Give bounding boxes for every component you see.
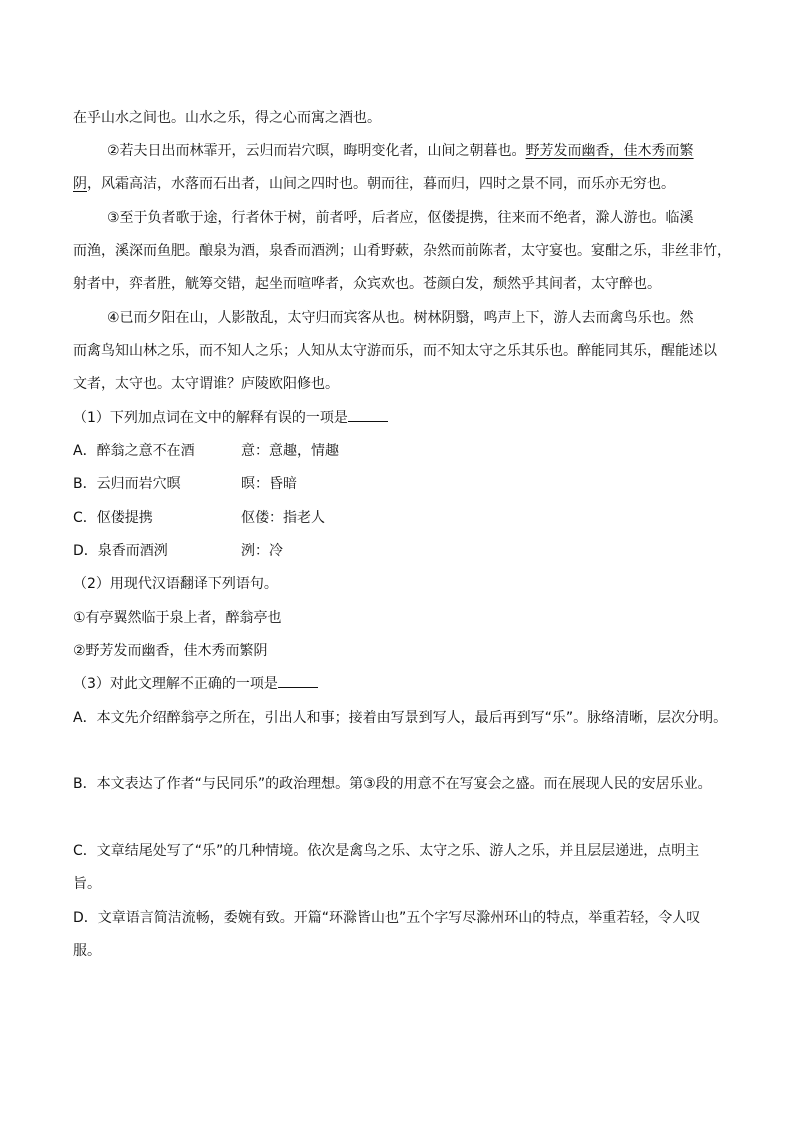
- passage-p1-end: 在乎山水之间也。山水之乐，得之心而寓之酒也。: [73, 110, 381, 126]
- q3-option-c-line1: C．文章结尾处写了“乐”的几种情境。依次是禽鸟之乐、太守之乐、游人之乐，并且层层递进，点明主: [73, 843, 700, 859]
- q1-option-a-gloss: 意：意趣，情趣: [241, 443, 339, 459]
- passage-p4-line3: 文者，太守也。太守谓谁？庐陵欧阳修也。: [73, 376, 339, 392]
- passage-p2-line2-text: ，风霜高洁，水落而石出者，山间之四时也。朝而往，暮而归，四时之景不同，而乐亦无穷也。: [87, 176, 675, 192]
- q1-option-b-gloss: 暝：昏暗: [241, 476, 297, 492]
- q1-option-d-text: D．泉香而酒洌: [73, 543, 168, 559]
- q2-stem: （2）用现代汉语翻译下列语句。: [73, 576, 278, 592]
- q3-option-c-line2: 旨。: [73, 876, 101, 892]
- passage-p4-line2: 而禽鸟知山林之乐，而不知人之乐；人知从太守游而乐，而不知太守之乐其乐也。醉能同其乐，醒能述以: [73, 343, 717, 359]
- q1-option-c-gloss: 伛偻：指老人: [241, 510, 325, 526]
- q3-option-d-line2: 服。: [73, 943, 101, 959]
- q1-option-b-text: B．云归而岩穴暝: [73, 476, 181, 492]
- q1-option-d: [73, 541, 283, 561]
- passage-p4-line1: ④已而夕阳在山，人影散乱，太守归而宾客从也。树林阴翳，鸣声上下，游人去而禽鸟乐也。然: [107, 310, 694, 326]
- q1-stem-text: （1）下列加点词在文中的解释有误的一项是: [73, 410, 348, 426]
- underlined-sentence-part1: 野芳发而幽香，佳木秀而繁: [525, 143, 694, 159]
- underlined-sentence-part2: 阴: [73, 176, 87, 192]
- passage-p2-line1-text: ②若夫日出而林霏开，云归而岩穴暝，晦明变化者，山间之朝暮也。: [107, 143, 526, 159]
- q3-option-a: A．本文先介绍醉翁亭之所在，引出人和事；接着由写景到写人，最后再到写“乐”。脉络清晰，层次分明。: [73, 710, 728, 726]
- q3-option-b: B．本文表达了作者“与民同乐”的政治理想。第③段的用意不在写宴会之盛。而在展现人民的安居乐业。: [73, 776, 712, 792]
- q1-option-c-text: C．伛偻提携: [73, 510, 153, 526]
- q1-option-b: [73, 474, 297, 494]
- q1-option-a: [73, 441, 339, 461]
- q3-stem-text: （3）对此文理解不正确的一项是: [73, 676, 278, 692]
- q1-stem: [73, 408, 388, 428]
- passage-p3-line1: ③至于负者歌于途，行者休于树，前者呼，后者应，伛偻提携，往来而不绝者，滁人游也。临溪: [107, 210, 694, 226]
- q1-answer-blank[interactable]: [348, 409, 388, 422]
- passage-p2-line1: [107, 141, 694, 161]
- q3-answer-blank[interactable]: [278, 675, 318, 688]
- q1-option-d-gloss: 洌：冷: [241, 543, 283, 559]
- q2-item-2: ②野芳发而幽香，佳木秀而繁阴: [73, 643, 268, 659]
- q1-option-a-text: A．醉翁之意不在酒: [73, 443, 195, 459]
- passage-p3-line3: 射者中，弈者胜，觥筹交错，起坐而喧哗者，众宾欢也。苍颜白发，颓然乎其间者，太守醉也。: [73, 276, 661, 292]
- q3-stem: [73, 674, 318, 694]
- passage-p3-line2: 而渔，溪深而鱼肥。酿泉为酒，泉香而酒洌；山肴野蔌，杂然而前陈者，太守宴也。宴酣之乐，非丝非竹，: [73, 243, 731, 259]
- passage-p2-line2: [73, 174, 675, 194]
- q1-option-c: [73, 508, 325, 528]
- q3-option-d-line1: D．文章语言简洁流畅，委婉有致。开篇“环滁皆山也”五个字写尽滁州环山的特点，举重若轻，令人叹: [73, 910, 701, 926]
- q2-item-1: ①有亭翼然临于泉上者，醉翁亭也: [73, 610, 282, 626]
